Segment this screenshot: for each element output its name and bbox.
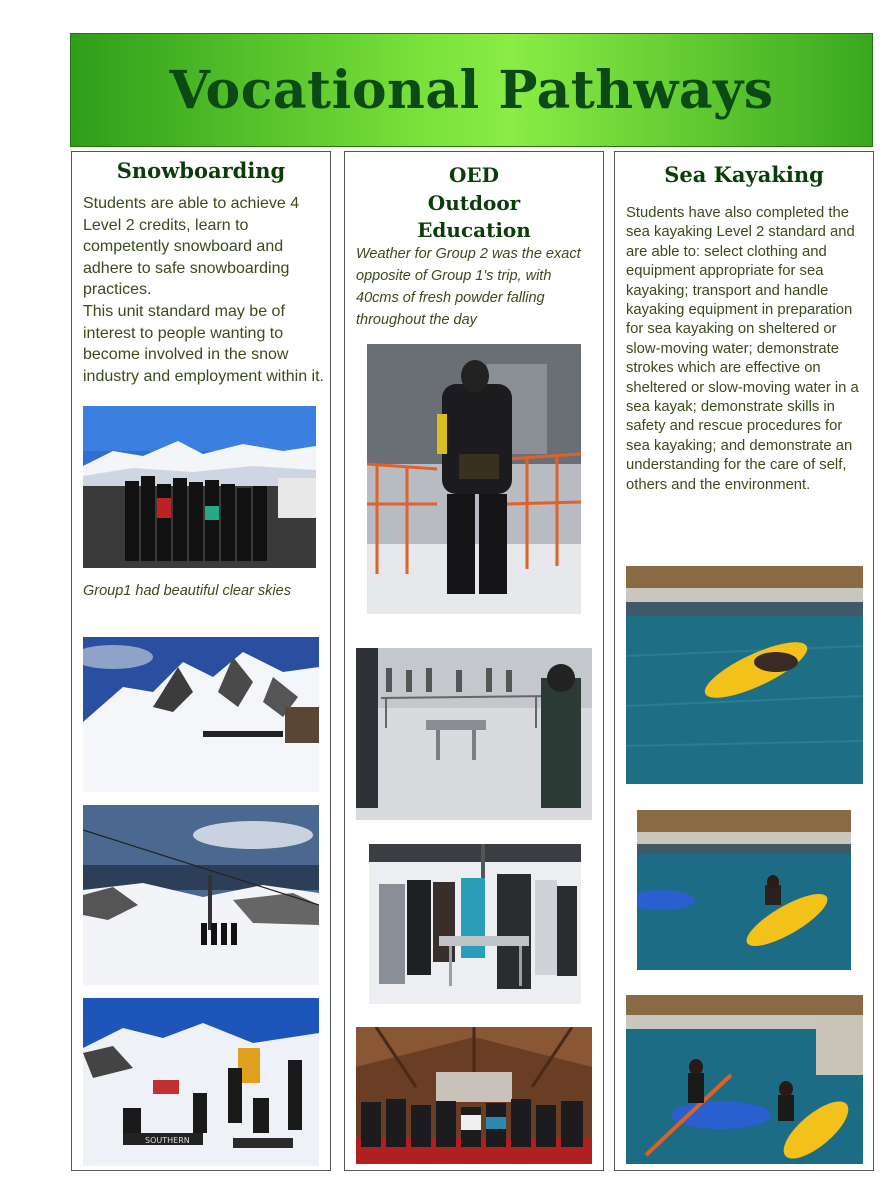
title-banner [70,33,873,147]
oed-column [344,151,604,1171]
mountain-slope-photo [83,637,319,792]
kayaking-paragraph: Students have also completed the sea kayaking Level 2 standard and are able to: select clothing and equipment appropriate for sea kayaking; transport and handle kayaking equipment in preparation for sea kayaking on sheltered or slow-moving water; demonstrate strokes which are effective on sheltered or slow-moving water in a sea kayak; demonstrate skills in safety and rescue procedures for sea kayaking; and demonstrate an understanding for the care of self, others and the environment. [626,205,859,493]
chairlift-photo [83,805,319,985]
snowboarders-resting-photo [83,998,319,1166]
snowboarding-caption: Group1 had beautiful clear skies [83,583,291,599]
snowboarding-column [71,151,331,1171]
oed-heading-line-2: Outdoor [427,191,521,215]
snowboarding-paragraph-1: Students are able to achieve 4 Level 2 credits, learn to competently snowboard and adhere to safe snowboarding practices. [83,195,300,299]
page-title: Vocational Pathways [169,59,774,121]
oed-caption: Weather for Group 2 was the exact opposite of Group 1's trip, with 40cms of fresh powder falling throughout the day [356,246,581,328]
snowstorm-photo [367,344,581,614]
snowboarding-paragraph-2: This unit standard may be of interest to people wanting to become involved in the snow industry and employment within it. [83,303,324,385]
kayak-capsize-photo [626,566,863,784]
pool-kayak-paddles-photo [626,995,863,1164]
snowboard-brand-text: SOUTHERN [145,1136,190,1145]
kayaking-heading: Sea Kayaking [664,162,824,187]
kayaking-column [614,151,874,1171]
oed-heading-line-3: Education [417,218,531,242]
snowboarding-heading: Snowboarding [116,158,286,183]
foggy-picnic-area-photo [356,648,592,820]
lodge-interior-photo [356,1027,592,1164]
group-shelter-photo [369,844,581,1004]
snowboarding-group-photo [83,406,316,568]
pool-kayaks-photo [637,810,851,970]
oed-heading-line-1: OED [448,163,499,187]
